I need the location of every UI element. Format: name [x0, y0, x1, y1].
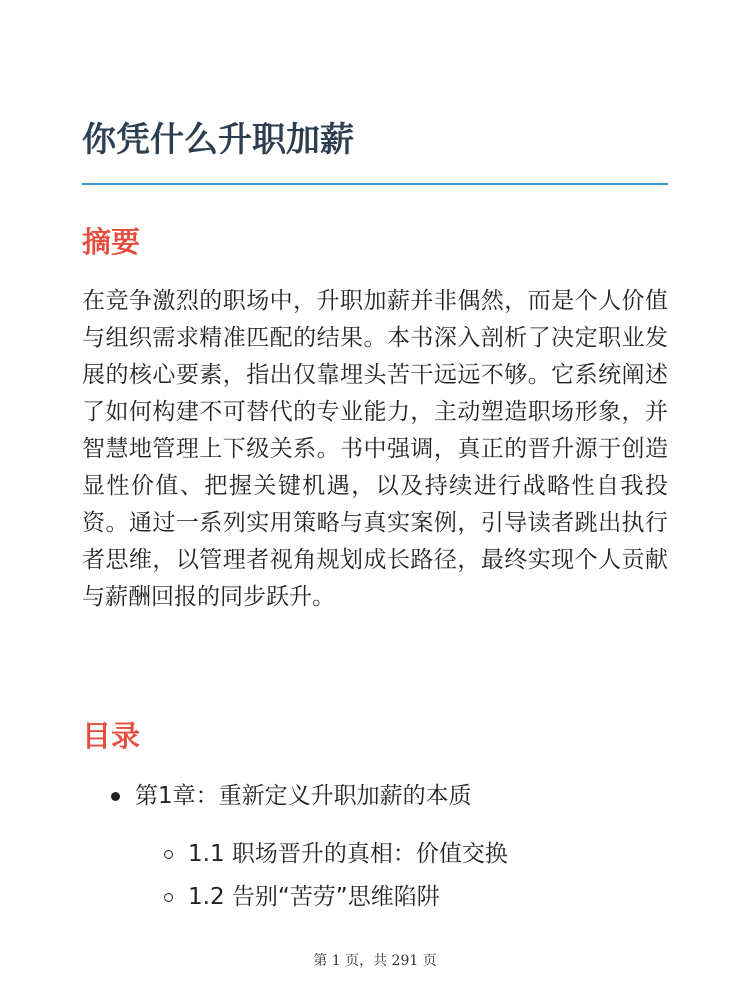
bullet-circle-icon — [164, 850, 173, 859]
toc-section-1-1[interactable] — [188, 837, 508, 871]
toc-section-1-2[interactable] — [188, 880, 440, 914]
toc-heading: 目录 — [82, 719, 141, 753]
document-title: 你凭什么升职加薪 — [82, 120, 354, 160]
abstract-text: 在竞争激烈的职场中，升职加薪并非偶然，而是个人价值与组织需求精准匹配的结果。本书深入剖析了决定职业发展的核心要素，指出仅靠埋头苦干远远不够。它系统阐述了如何构建不可替代的专业能力，主动塑造职场形象，并智慧地管理上下级关系。书中强调，真正的晋升源于创造显性价值、把握关键机遇，以及持续进行战略性自我投资。通过一系列实用策略与真实案例，引导读者跳出执行者思维，以管理者视角规划成长路径，最终实现个人贡献与薪酬回报的同步跃升。 — [82, 288, 668, 610]
abstract-heading: 摘要 — [82, 225, 141, 259]
bullet-disc-icon — [111, 792, 120, 801]
title-divider — [82, 183, 668, 185]
toc-chapter-label: 第1章：重新定义升职加薪的本质 — [135, 783, 472, 809]
toc-chapter-1[interactable] — [135, 779, 472, 813]
bullet-circle-icon — [164, 893, 173, 902]
toc-section-label: 1.2 告别“苦劳”思维陷阱 — [188, 884, 440, 910]
toc-section-label: 1.1 职场晋升的真相：价值交换 — [188, 841, 508, 867]
page-footer: 第 1 页，共 291 页 — [313, 953, 437, 969]
